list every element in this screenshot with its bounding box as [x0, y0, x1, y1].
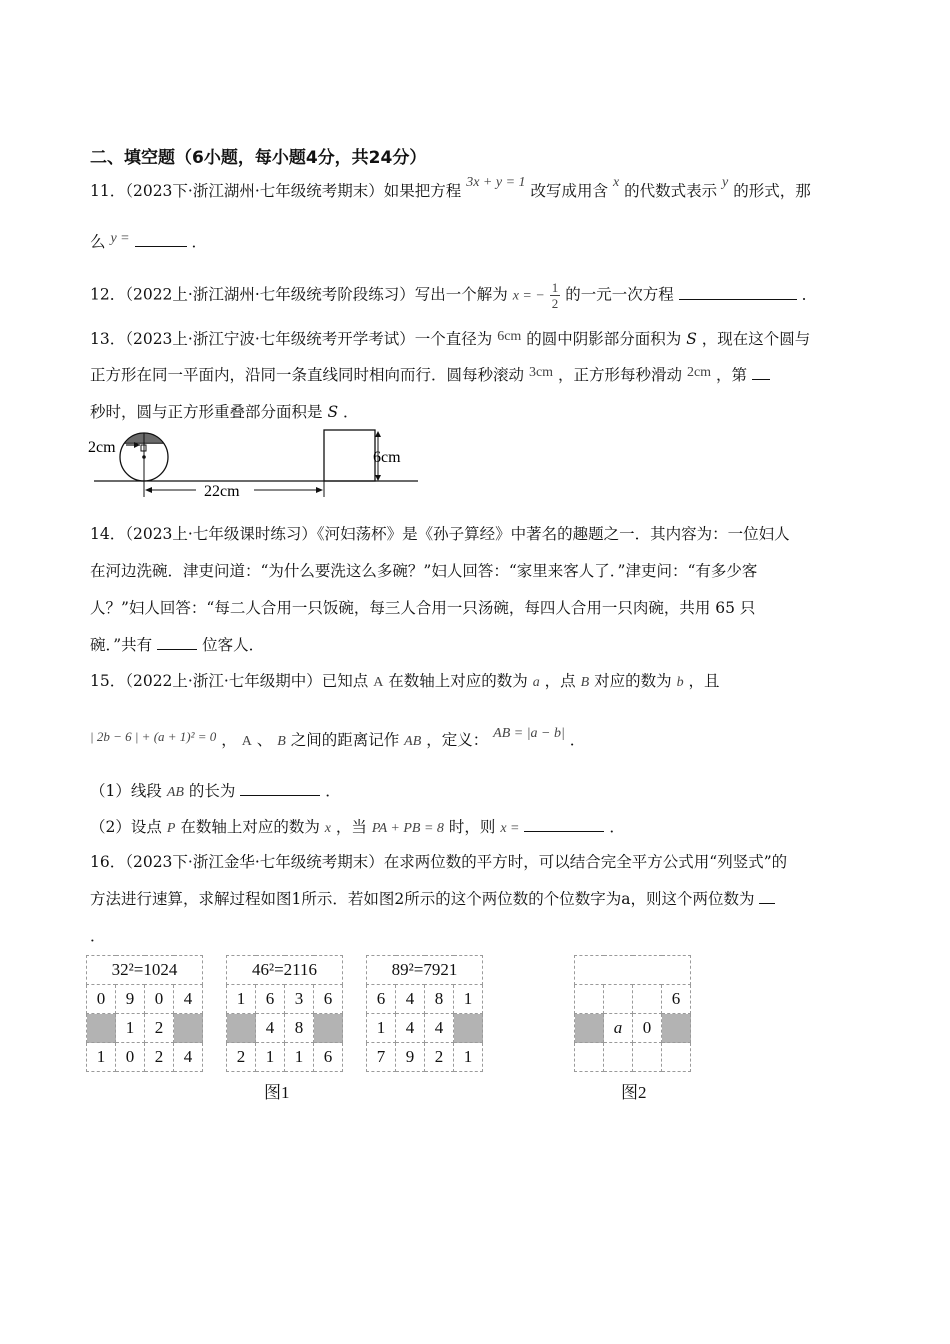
q15-part2 — [90, 815, 625, 837]
q15-text-c: ，点 — [544, 672, 576, 690]
cell: 1 — [87, 1043, 116, 1072]
cell: 1 — [367, 1014, 396, 1043]
q15-p2-text-d: 时，则 — [448, 818, 496, 836]
cell — [662, 1043, 691, 1072]
q15-p2-end: ． — [609, 818, 625, 836]
section-title: 二、填空题（6小题，每小题4分，共24分） — [90, 148, 427, 168]
q15-p2-text-b: 在数轴上对应的数为 — [180, 818, 320, 836]
cell — [575, 985, 604, 1014]
cell: 6 — [662, 985, 691, 1014]
cell: 0 — [633, 1014, 662, 1043]
q11-end: ． — [191, 233, 208, 251]
q13-line1 — [90, 327, 810, 349]
shaded-cell — [454, 1014, 483, 1043]
q11-text-b: 改写成用含 — [530, 182, 608, 200]
shaded-cell — [227, 1014, 256, 1043]
q13-figure — [86, 425, 426, 505]
q15-p2-text-c: ，当 — [335, 818, 367, 836]
q15-sep: 、 — [256, 731, 273, 749]
cell: 4 — [256, 1014, 285, 1043]
q15-text-d: 对应的数为 — [594, 672, 672, 690]
q13-speed1: 3cm — [528, 365, 554, 380]
q13-text: 13．（2023上·浙江宁波·七年级统考开学考试）一个直径为 — [90, 330, 493, 348]
q15-end: ． — [569, 731, 586, 749]
q12-den: 2 — [551, 296, 559, 311]
cell: 6 — [367, 985, 396, 1014]
q15-comma: ， — [221, 731, 237, 749]
q11-text: 11．（2023下·浙江湖州·七年级统考期末）如果把方程 — [90, 182, 462, 200]
cell: 2 — [227, 1043, 256, 1072]
label-22cm: 22cm — [204, 483, 240, 500]
cell: 4 — [174, 1043, 203, 1072]
q13-text-f: ，第 — [716, 366, 748, 384]
q12-line — [90, 280, 817, 311]
q11-var-x: x — [612, 175, 620, 190]
q13-end: ． — [343, 403, 359, 421]
dist-arrow-right — [316, 487, 323, 493]
grid-title: 89²=7921 — [367, 956, 483, 985]
q15-A: A — [373, 675, 384, 690]
q15-p1-AB: AB — [166, 785, 184, 800]
q15-AB: AB — [404, 734, 422, 749]
q13-line3 — [90, 400, 359, 422]
q15-b: b — [676, 675, 684, 690]
fig1-label: 图1 — [264, 1083, 290, 1102]
cell — [633, 985, 662, 1014]
fig2-label: 图2 — [621, 1083, 647, 1102]
cell: 4 — [396, 1014, 425, 1043]
q11-text-c: 的代数式表示 — [624, 182, 718, 200]
q15-p1-text: （1）线段 — [90, 782, 162, 800]
cell: 6 — [314, 985, 343, 1014]
q11-yeq: y = — [110, 231, 130, 246]
q15-line2 — [90, 728, 585, 750]
q15-P: P — [166, 821, 176, 836]
fig1-grid-1 — [86, 955, 203, 1072]
q12-text: 12．（2022上·浙江湖州·七年级统考阶段练习）写出一个解为 — [90, 285, 508, 304]
q15-B: B — [580, 675, 590, 690]
grid-title: 32²=1024 — [87, 956, 203, 985]
cell: 6 — [256, 985, 285, 1014]
q15-p1-end: ． — [325, 782, 341, 800]
q11-text-e: 么 — [90, 233, 106, 251]
q11-equation: 3x + y = 1 — [466, 175, 526, 190]
q11-var-y: y — [722, 175, 729, 190]
cell — [604, 1043, 633, 1072]
q15-condition: | 2b − 6 | + (a + 1)² = 0 — [90, 729, 217, 744]
q13-S2: S — [327, 403, 339, 421]
cell: 8 — [285, 1014, 314, 1043]
q12-fraction — [550, 280, 561, 311]
q13-speed2: 2cm — [686, 365, 712, 380]
q13-diameter: 6cm — [497, 329, 522, 344]
q16-line1: 16．（2023下·浙江金华·七年级统考期末）在求两位数的平方时，可以结合完全平方公式用“列竖式”的 — [90, 853, 788, 871]
cell: 3 — [285, 985, 314, 1014]
q11-line1 — [90, 175, 811, 201]
q12-answer-blank[interactable] — [679, 285, 797, 300]
cell: 0 — [145, 985, 174, 1014]
q16-line2 — [90, 887, 775, 909]
cell: 8 — [425, 985, 454, 1014]
q15-p2-answer-blank[interactable] — [524, 817, 604, 832]
q14-text: 碗．”共有 — [90, 636, 153, 654]
shaded-cell — [174, 1014, 203, 1043]
cell: 2 — [145, 1014, 174, 1043]
cell: 1 — [116, 1014, 145, 1043]
cell: 1 — [227, 985, 256, 1014]
q16-line3: ． — [90, 927, 106, 945]
fig1-grid-3 — [366, 955, 483, 1072]
q15-xeq: x = — [500, 821, 520, 836]
cell: 1 — [256, 1043, 285, 1072]
cell: 0 — [116, 1043, 145, 1072]
q16-answer-blank[interactable] — [759, 889, 775, 904]
fig1-grid-2 — [226, 955, 343, 1072]
q11-line2 — [90, 230, 207, 252]
cell — [575, 1043, 604, 1072]
cell: 9 — [116, 985, 145, 1014]
q15-text-f: 之间的距离记作 — [290, 731, 400, 749]
cell: 2 — [425, 1043, 454, 1072]
q14-text-b: 位客人． — [202, 636, 265, 654]
q15-text: 15．（2022上·浙江·七年级期中）已知点 — [90, 672, 369, 690]
q15-text-b: 在数轴上对应的数为 — [388, 672, 528, 690]
label-6cm: 6cm — [373, 449, 401, 466]
dist-arrow-left — [145, 487, 152, 493]
q15-p1-answer-blank[interactable] — [240, 781, 320, 796]
shaded-cell — [87, 1014, 116, 1043]
shaded-cell — [314, 1014, 343, 1043]
cell — [604, 985, 633, 1014]
side-arrow-head-down — [375, 475, 381, 481]
q15-text-e: ，且 — [688, 672, 720, 690]
q12-num: 1 — [551, 280, 559, 295]
q15-x: x — [324, 821, 331, 836]
q14-line4 — [90, 633, 264, 655]
q15-A2: A — [241, 734, 252, 749]
q13-text-c: ，现在这个圆与 — [701, 330, 811, 348]
q12-text-b: 的一元一次方程 — [565, 285, 674, 304]
cell: 7 — [367, 1043, 396, 1072]
q13-text-b: 的圆中阴影部分面积为 — [526, 330, 682, 348]
cell: 1 — [454, 1043, 483, 1072]
cell: 6 — [314, 1043, 343, 1072]
cell: 0 — [87, 985, 116, 1014]
q13-text-e: ，正方形每秒滑动 — [558, 366, 683, 384]
cell: 2 — [145, 1043, 174, 1072]
q13-text-d: 正方形在同一平面内，沿同一条直线同时相向而行．圆每秒滚动 — [90, 366, 525, 384]
cell — [633, 1043, 662, 1072]
q15-condition2: PA + PB = 8 — [371, 821, 444, 836]
shaded-cell — [662, 1014, 691, 1043]
q15-p1-text-b: 的长为 — [188, 782, 236, 800]
q14-line3: 人？”妇人回答：“每二人合用一只饭碗，每三人合用一只汤碗，每四人合用一只肉碗，共用 65 只 — [90, 599, 756, 617]
q13-answer-blank[interactable] — [752, 365, 770, 380]
cell: 9 — [396, 1043, 425, 1072]
grid-title: 46²=2116 — [227, 956, 343, 985]
cell: a — [604, 1014, 633, 1043]
q13-line2 — [90, 363, 770, 385]
q15-p2-text: （2）设点 — [90, 818, 162, 836]
q12-end: ． — [801, 285, 818, 304]
q11-text-d: 的形式，那 — [733, 182, 811, 200]
q15-definition: AB = |a − b| — [493, 726, 565, 741]
q15-text-g: ，定义： — [426, 731, 489, 749]
shaded-cell — [575, 1014, 604, 1043]
q15-B2: B — [277, 734, 286, 749]
label-2cm: 2cm — [88, 439, 116, 456]
grid-title-empty — [575, 956, 691, 985]
cell: 4 — [425, 1014, 454, 1043]
circle-center — [142, 455, 146, 459]
q14-line2: 在河边洗碗．津吏问道：“为什么要洗这么多碗？”妇人回答：“家里来客人了．”津吏问：“有多少客 — [90, 562, 758, 580]
q15-line1 — [90, 669, 720, 691]
cell: 4 — [174, 985, 203, 1014]
side-arrow-head-up — [375, 431, 381, 437]
square — [324, 430, 375, 481]
q15-part1 — [90, 779, 341, 801]
q14-answer-blank[interactable] — [157, 635, 197, 650]
q13-S: S — [686, 330, 697, 348]
q12-xeq: x = − — [512, 288, 545, 304]
q16-text: 方法进行速算，求解过程如图1所示．若如图2所示的这个两位数的个位数字为a，则这个两位数为 — [90, 890, 755, 908]
q14-line1: 14．（2023上·七年级课时练习）《河妇荡杯》是《孙子算经》中著名的趣题之一．其内容为：一位妇人 — [90, 525, 790, 543]
cell: 1 — [285, 1043, 314, 1072]
cell: 1 — [454, 985, 483, 1014]
q15-a: a — [532, 675, 540, 690]
fig2-grid — [574, 955, 691, 1072]
q11-answer-blank[interactable] — [135, 232, 187, 247]
cell: 4 — [396, 985, 425, 1014]
q13-text-g: 秒时，圆与正方形重叠部分面积是 — [90, 403, 323, 421]
